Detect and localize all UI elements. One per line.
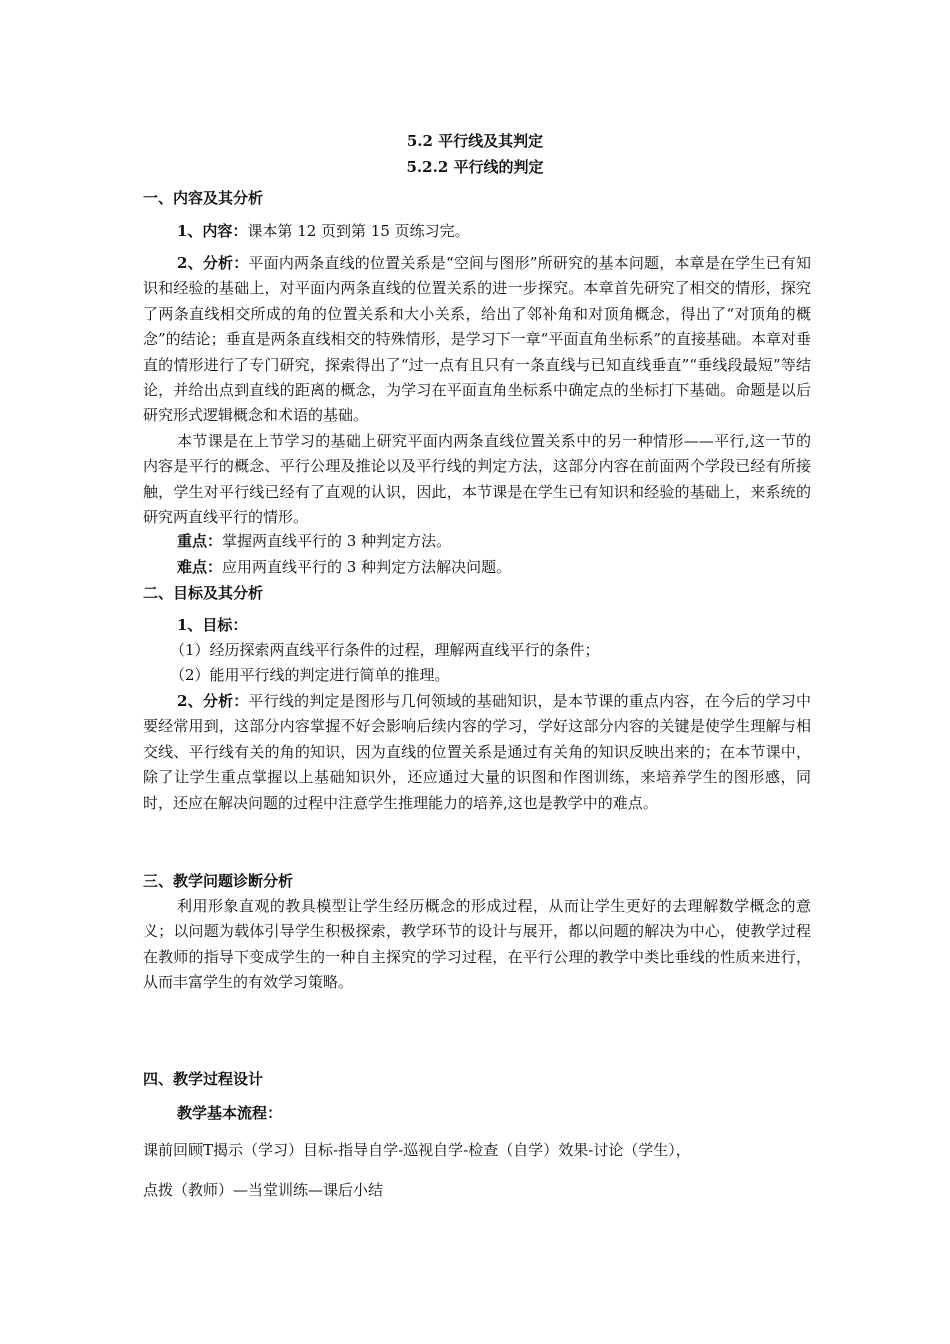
diagnosis-paragraph: 利用形象直观的教具模型让学生经历概念的形成过程，从而让学生更好的去理解数学概念的意义；以问题为载体引导学生积极探索，教学环节的设计与展开，都以问题的解决为中心，使教学过程在教师的指导下变成学生的一种自主探究的学习过程，在平行公理的教学中类比垂线的性质来进行，从而丰富学生的有效学习策略。 xyxy=(143,897,811,992)
section-heading-process: 四、教学过程设计 xyxy=(143,1070,264,1088)
section-heading-diagnosis: 三、教学问题诊断分析 xyxy=(143,872,294,890)
analysis-text: 平面内两条直线的位置关系是“空间与图形”所研究的基本问题，本章是在学生已有知识和经验的基础上，对平面内两条直线的位置关系的进一步探究。本章首先研究了相交的情形，探究了两条直线相交所成的角的位置关系和大小关系，给出了邻补角和对顶角概念，得出了“对顶角的概念”的结论；垂直是两条直线相交的特殊情形，是学习下一章“平面直角坐标系”的直接基础。本章对垂直的情形进行了专门研究，探索得出了“过一点有且只有一条直线与已知直线垂直”“垂线段最短”等结论，并给出点到直线的距离的概念，为学习在平面直角坐标系中确定点的坐标打下基础。命题是以后研究形式逻辑概念和术语的基础。 xyxy=(143,254,812,425)
goal-analysis-paragraph xyxy=(143,689,811,816)
content-line xyxy=(177,220,470,241)
section-heading-content: 一、内容及其分析 xyxy=(143,189,264,207)
goal-analysis-text: 平行线的判定是图形与几何领域的基础知识，是本节课的重点内容，在今后的学习中要经常用到，这部分内容掌握不好会影响后续内容的学习，学好这部分内容的关键是使学生理解与相交线、平行线有关的角的知识，因为直线的位置关系是通过有关角的知识反映出来的；在本节课中，除了让学生重点掌握以上基础知识外，还应通过大量的识图和作图训练，来培养学生的图形感，同时，还应在解决问题的过程中注意学生推理能力的培养,这也是教学中的难点。 xyxy=(143,692,811,812)
analysis-label: 2、分析： xyxy=(177,254,249,272)
difficulty-label: 难点： xyxy=(177,558,223,576)
flow-line-2: 点拨（教师）—当堂训练—课后小结 xyxy=(143,1181,384,1199)
goal-analysis-label: 2、分析： xyxy=(177,692,249,710)
key-point-label: 重点： xyxy=(177,532,223,550)
content-text: 课本第 12 页到第 15 页练习完。 xyxy=(247,222,470,240)
goal-label: 1、目标： xyxy=(177,616,248,634)
difficulty-text: 应用两直线平行的 3 种判定方法解决问题。 xyxy=(222,558,512,576)
flow-line-1: 课前回顾T揭示（学习）目标-指导自学-巡视自学-检查（自学）效果-讨论（学生）， xyxy=(143,1141,691,1159)
flow-label: 教学基本流程： xyxy=(177,1104,283,1122)
analysis-paragraph xyxy=(143,251,811,429)
goal-item-1: （1）经历探索两直线平行条件的过程，理解两直线平行的条件； xyxy=(170,641,600,659)
page-title: 5.2 平行线及其判定 xyxy=(406,132,544,150)
key-point-text: 掌握两直线平行的 3 种判定方法。 xyxy=(222,532,452,550)
difficulty-line xyxy=(177,556,511,577)
page-subtitle: 5.2.2 平行线的判定 xyxy=(406,158,544,176)
content-label: 1、内容： xyxy=(177,222,248,240)
lesson-paragraph: 本节课是在上节学习的基础上研究平面内两条直线位置关系中的另一种情形——平行,这一节的内容是平行的概念、平行公理及推论以及平行线的判定方法，这部分内容在前面两个学段已经有所接触，学生对平行线已经有了直观的认识，因此，本节课是在学生已有知识和经验的基础上，来系统的研究两直线平行的情形。 xyxy=(143,432,811,527)
section-heading-goals: 二、目标及其分析 xyxy=(143,584,264,602)
goal-item-2: （2）能用平行线的判定进行简单的推理。 xyxy=(170,666,450,684)
key-point-line xyxy=(177,530,451,551)
